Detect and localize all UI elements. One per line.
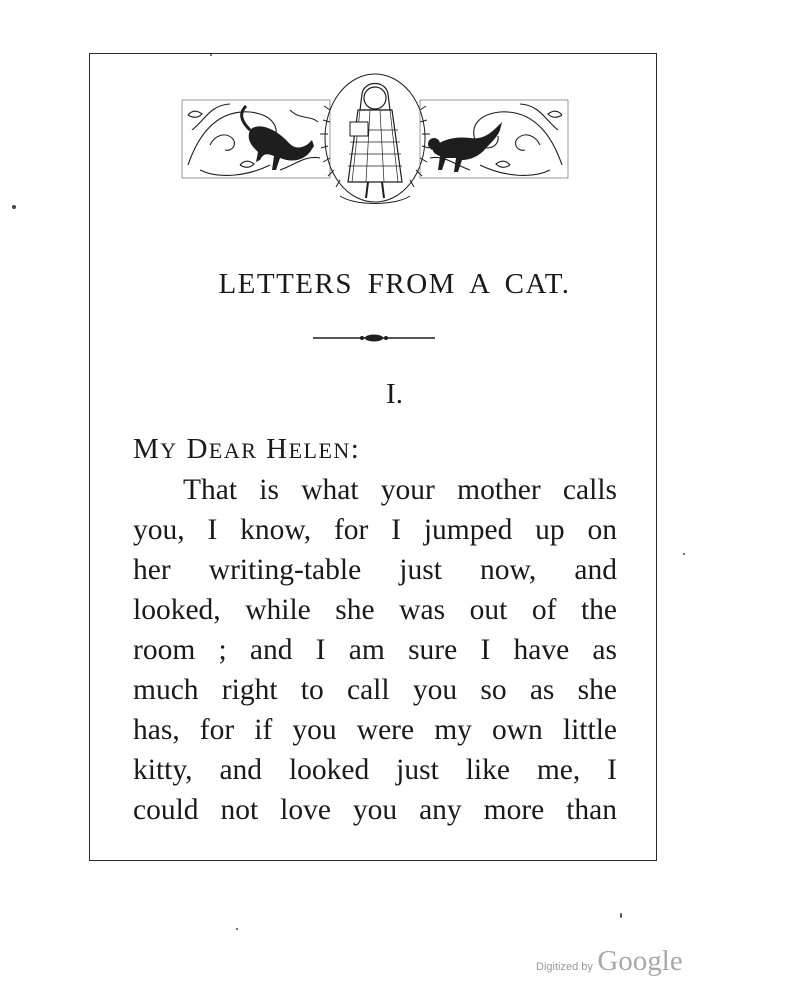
salutation-letter: H (266, 433, 289, 465)
page-title: LETTERS FROM A CAT. (218, 268, 571, 300)
scan-speck (12, 205, 16, 209)
scan-speck (210, 54, 212, 56)
salutation-letter: ELEN (288, 438, 351, 463)
chapter-number: I. (386, 378, 403, 410)
salutation-punctuation: : (350, 433, 361, 465)
text-line: looked, while she was out of the (133, 594, 617, 626)
salutation (133, 433, 360, 466)
salutation-letter: D (186, 433, 209, 465)
text-line: kitty, and looked just like me, I (133, 754, 617, 786)
scan-speck (236, 928, 238, 930)
digitized-watermark (536, 945, 683, 978)
salutation-letter: EAR (208, 438, 258, 463)
text-line: you, I know, for I jumped up on (133, 514, 617, 546)
girl-figure (348, 84, 402, 199)
headpiece-illustration (180, 70, 570, 212)
scan-speck (683, 553, 685, 555)
salutation-letter: Y (160, 438, 178, 463)
salutation-letter: M (133, 433, 161, 465)
text-line: room ; and I am sure I have as (133, 634, 617, 666)
text-line: her writing-table just now, and (133, 554, 617, 586)
left-cat (242, 106, 314, 170)
text-line: has, for if you were my own little (133, 714, 617, 746)
letter-body (133, 470, 617, 830)
ornamental-rule (313, 331, 435, 345)
text-line: could not love you any more than (133, 794, 617, 826)
watermark-prefix: Digitized by (536, 961, 593, 973)
text-line: much right to call you so as she (133, 674, 617, 706)
watermark-brand: Google (597, 945, 683, 977)
scan-speck (620, 913, 622, 918)
text-line: That is what your mother calls (183, 474, 617, 506)
